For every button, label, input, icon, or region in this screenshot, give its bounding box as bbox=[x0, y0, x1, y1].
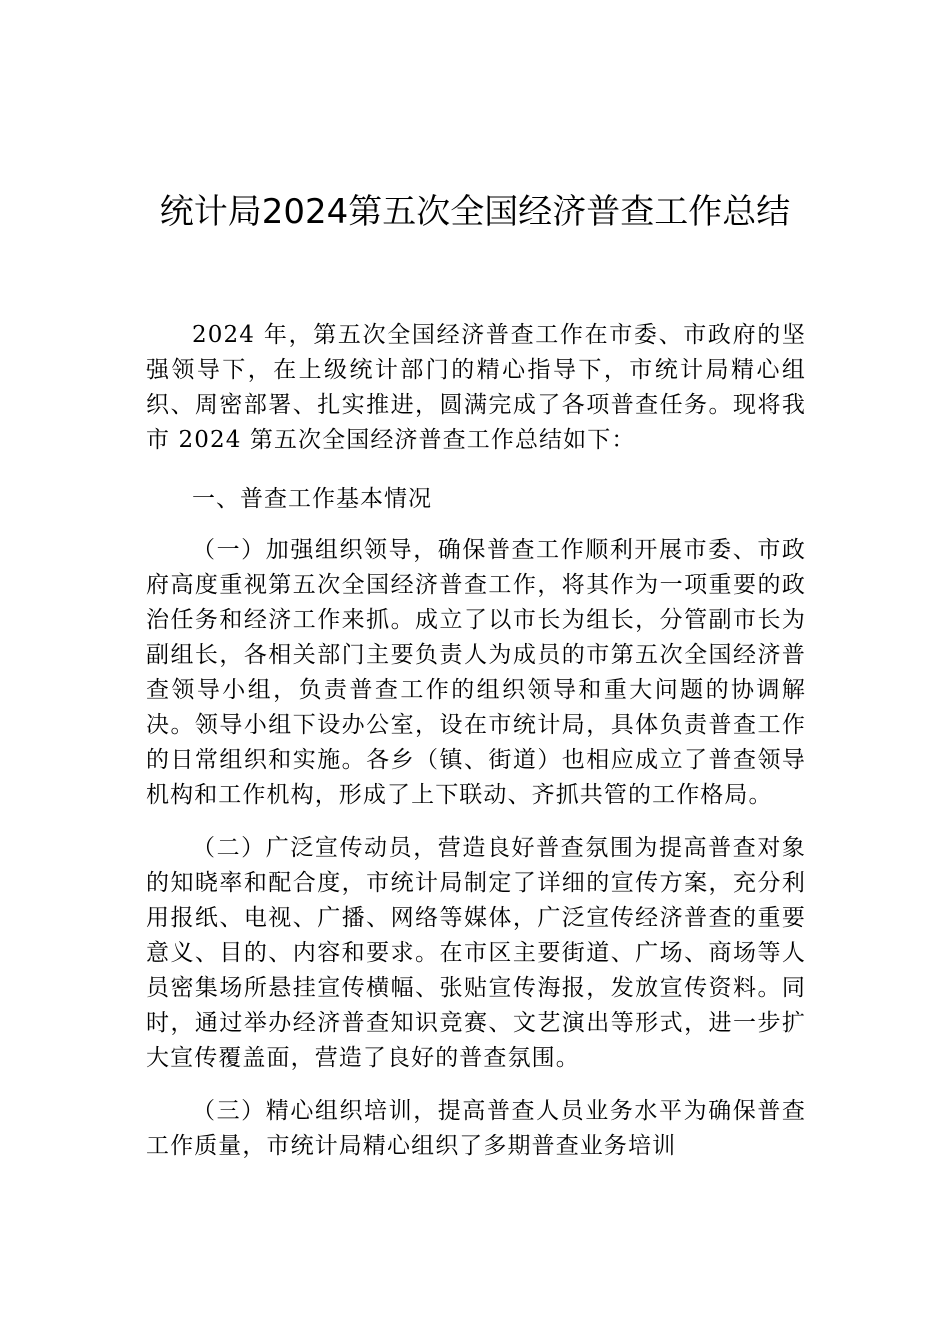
document-title: 统计局2024第五次全国经济普查工作总结 bbox=[159, 192, 791, 232]
document-body bbox=[146, 318, 806, 1164]
intro-paragraph: 2024 年，第五次全国经济普查工作在市委、市政府的坚强领导下，在上级统计部门的精心指导下，市统计局精心组织、周密部署、扎实推进，圆满完成了各项普查任务。现将我市 2024 第五次全国经济普查工作总结如下： bbox=[146, 322, 806, 453]
subsection-paragraph-1: （一）加强组织领导，确保普查工作顺利开展市委、市政府高度重视第五次全国经济普查工作，将其作为一项重要的政治任务和经济工作来抓。成立了以市长为组长，分管副市长为副组长，各相关部门主要负责人为成员的市第五次全国经济普查领导小组，负责普查工作的组织领导和重大问题的协调解决。领导小组下设办公室，设在市统计局，具体负责普查工作的日常组织和实施。各乡（镇、街道）也相应成立了普查领导机构和工作机构，形成了上下联动、齐抓共管的工作格局。 bbox=[146, 537, 806, 808]
subsection-paragraph-2: （二）广泛宣传动员，营造良好普查氛围为提高普查对象的知晓率和配合度，市统计局制定了详细的宣传方案，充分利用报纸、电视、广播、网络等媒体，广泛宣传经济普查的重要意义、目的、内容和要求。在市区主要街道、广场、商场等人员密集场所悬挂宣传横幅、张贴宣传海报，发放宣传资料。同时，通过举办经济普查知识竞赛、文艺演出等形式，进一步扩大宣传覆盖面，营造了良好的普查氛围。 bbox=[146, 835, 806, 1071]
subsection-paragraph-3: （三）精心组织培训，提高普查人员业务水平为确保普查工作质量，市统计局精心组织了多期普查业务培训 bbox=[146, 1098, 806, 1159]
section-heading: 一、普查工作基本情况 bbox=[192, 486, 432, 512]
